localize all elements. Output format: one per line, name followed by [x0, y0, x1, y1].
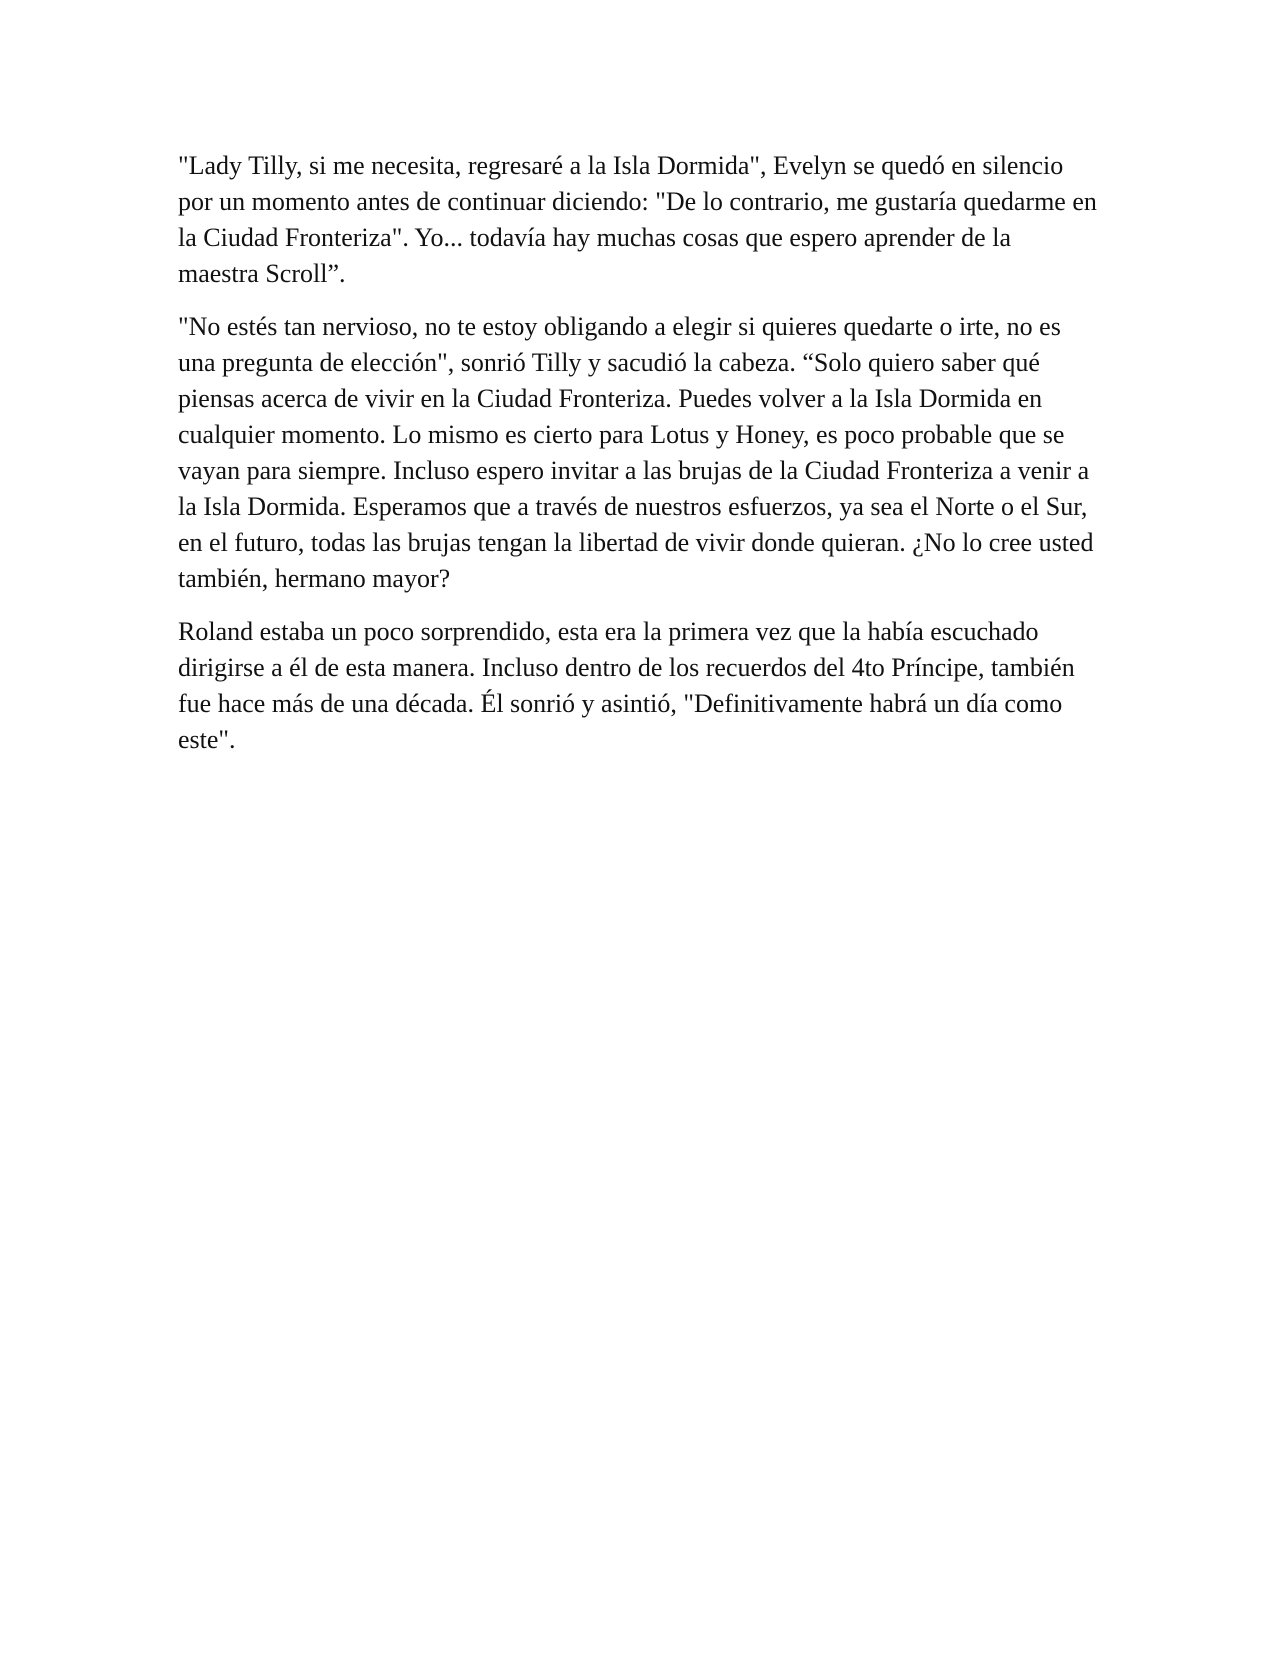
paragraph-1: "Lady Tilly, si me necesita, regresaré a la Isla Dormida", Evelyn se quedó en silencio por un momento antes de continuar diciendo: "De lo contrario, me gustaría quedarme en la Ciudad Fronteriza". Yo... todavía hay muchas cosas que espero aprender de la maestra Scroll”. [178, 151, 1097, 288]
document-body [178, 148, 1098, 775]
paragraph-2: "No estés tan nervioso, no te estoy obligando a elegir si quieres quedarte o irte, no es una pregunta de elección", sonrió Tilly y sacudió la cabeza. “Solo quiero saber qué piensas acerca de vivir en la Ciudad Fronteriza. Puedes volver a la Isla Dormida en cualquier momento. Lo mismo es cierto para Lotus y Honey, es poco probable que se vayan para siempre. Incluso espero invitar a las brujas de la Ciudad Fronteriza a venir a la Isla Dormida. Esperamos que a través de nuestros esfuerzos, ya sea el Norte o el Sur, en el futuro, todas las brujas tengan la libertad de vivir donde quieran. ¿No lo cree usted también, hermano mayor? [178, 312, 1094, 593]
paragraph-3: Roland estaba un poco sorprendido, esta era la primera vez que la había escuchado dirigirse a él de esta manera. Incluso dentro de los recuerdos del 4to Príncipe, también fue hace más de una década. Él sonrió y asintió, "Definitivamente habrá un día como este". [178, 617, 1075, 754]
